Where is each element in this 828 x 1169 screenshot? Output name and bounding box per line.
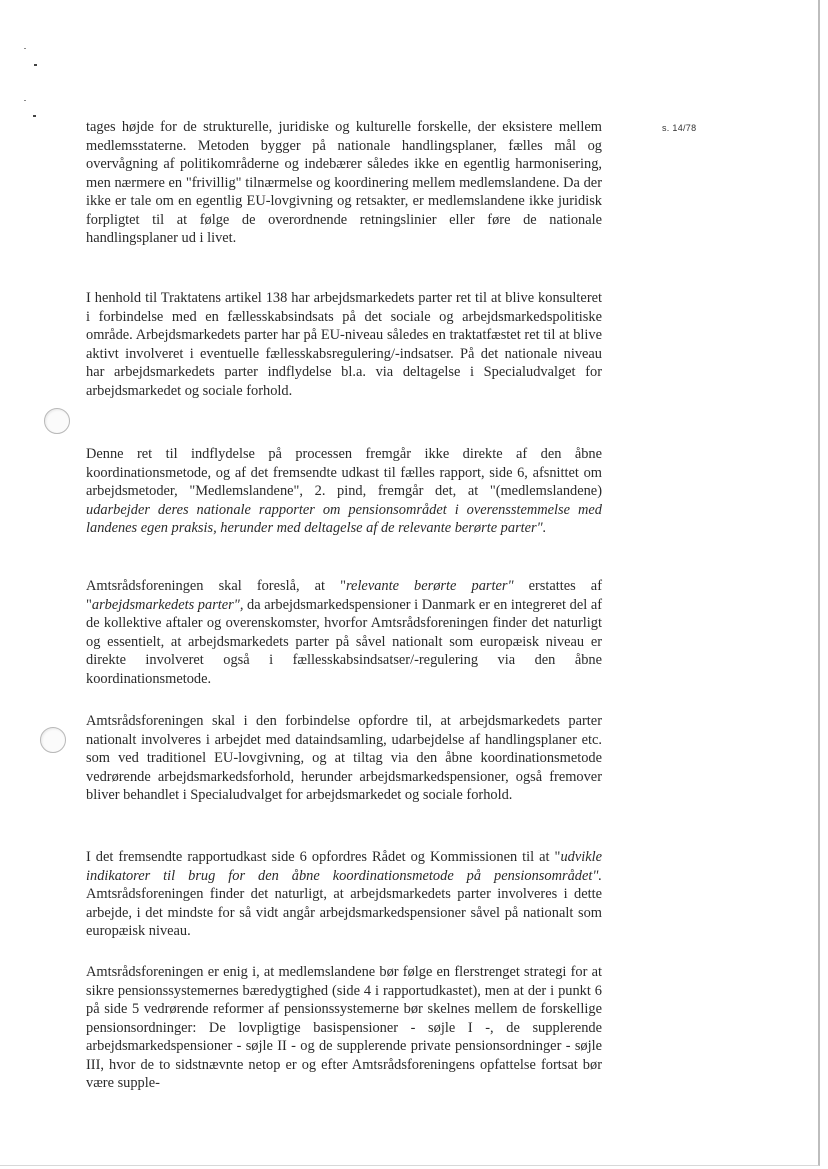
scan-mark: [33, 115, 36, 117]
scan-mark: [34, 64, 37, 66]
quoted-text: arbejdsmarkedets parter",: [91, 596, 244, 613]
paragraph-text: I det fremsendte rapportudkast side 6 opfordres Rådet og Kommissionen til at ": [86, 849, 561, 865]
paragraph-text: Denne ret til indflydelse på processen fremgår ikke direkte af den åbne koordinationsmetode, og af det fremsendte udkast til fælles rapport, side 6, afsnittet om arbejdsmetoder, "Medlemslandene", 2. pind, fremgår det, at "(medlemslandene): [86, 446, 602, 499]
paragraph: [86, 118, 602, 248]
quoted-text: udarbejder deres nationale rapporter om pensionsområdet i overensstemmelse med landenes egen praksis, herunder med deltagelse af de relevante berørte parter".: [86, 501, 602, 536]
paragraph: [86, 963, 602, 1093]
paragraph-text: Amtsrådsforeningen finder det naturligt, at arbejdsmarkedets parter involveres i dette arbejde, i det mindste for så vidt angår arbejdsmarkedspensioner såvel på nationalt som europæisk niveau.: [86, 886, 602, 939]
paragraph-text: erstattes af ": [86, 578, 602, 613]
punch-hole: [40, 727, 66, 753]
scan-mark: [24, 100, 26, 101]
paragraph-text: tages højde for de strukturelle, juridiske og kulturelle forskelle, der eksistere mellem medlemsstaterne. Metoden bygger på nationale handlingsplaner, fælles mål og overvågning af politikområderne og indebærer således ikke en egentlig harmonisering, men nærmere en "frivillig" tilnærmelse og koordinering mellem medlemslandene. Da der ikke er tale om en egentlig EU-lovgivning og retsakter, er medlemslandene ikke juridisk forpligtet til at følge de overordnende retningslinier eller føre de nationale handlingsplaner ud i livet.: [86, 119, 602, 246]
paragraph: [86, 577, 602, 688]
scan-mark: [24, 48, 26, 49]
page-number: s. 14/78: [662, 123, 697, 133]
quoted-text: udvikle indikatorer til brug for den åbne koordinationsmetode på pensionsområdet".: [86, 849, 602, 884]
paragraph-text: Amtsrådsforeningen skal i den forbindelse opfordre til, at arbejdsmarkedets parter nationalt involveres i arbejdet med dataindsamling, udarbejdelse af handlingsplaner etc. som ved traditionel EU-lovgivning, og at tiltag via den åbne koordinationsmetode vedrørende arbejdsmarkedsforhold, herunder arbejdsmarkedspensioner, også fremover bliver behandlet i Specialudvalget for arbejdsmarkedet og sociale forhold.: [86, 713, 602, 803]
paragraph: [86, 712, 602, 805]
paragraph-text: da arbejdsmarkedspensioner i Danmark er en integreret del af de kollektive aftaler og overenskomster, hvorfor Amtsrådsforeningen finder det naturligt og essentielt, at arbejdsmarkedets parter på såvel nationalt som europæisk niveau er direkte involveret også i fællesskabsindsatser/-regulering via den åbne koordinationsmetode.: [86, 596, 603, 687]
paragraph: [86, 848, 602, 941]
paragraph-text: Amtsrådsforeningen er enig i, at medlemslandene bør følge en flerstrenget strategi for at sikre pensionssystemernes bæredygtighed (side 4 i rapportudkastet), men at der i punkt 6 på side 5 vedrørende reformer af pensionssystemerne bør skelnes mellem de forskellige pensionsordninger: De lovpligtige basispensioner - søjle I -, de supplerende arbejdsmarkedspensioner - søjle II - og de supplerende private pensionsordninger - søjle III, hvor de to sidstnævnte netop er og efter Amtsrådsforeningens opfattelse fortsat bør være supple-: [86, 964, 602, 1091]
paragraph-text: Amtsrådsforeningen skal foreslå, at ": [86, 578, 346, 594]
quoted-text: relevante berørte parter": [345, 578, 514, 594]
paragraph: [86, 445, 602, 538]
paragraph-text: I henhold til Traktatens artikel 138 har arbejdsmarkedets parter ret til at blive konsulteret i forbindelse med en fællesskabsindsats på det sociale og arbejdsmarkedspolitiske område. Arbejdsmarkedets parter har på EU-niveau således en traktatfæstet ret til at blive aktivt involveret i eventuelle fællesskabsregulering/-indsatser. På det nationale niveau har arbejdsmarkedets parter indflydelse bl.a. via deltagelse i Specialudvalget for arbejdsmarkedet og sociale forhold.: [86, 290, 602, 399]
paragraph: [86, 289, 602, 400]
punch-hole: [44, 408, 70, 434]
